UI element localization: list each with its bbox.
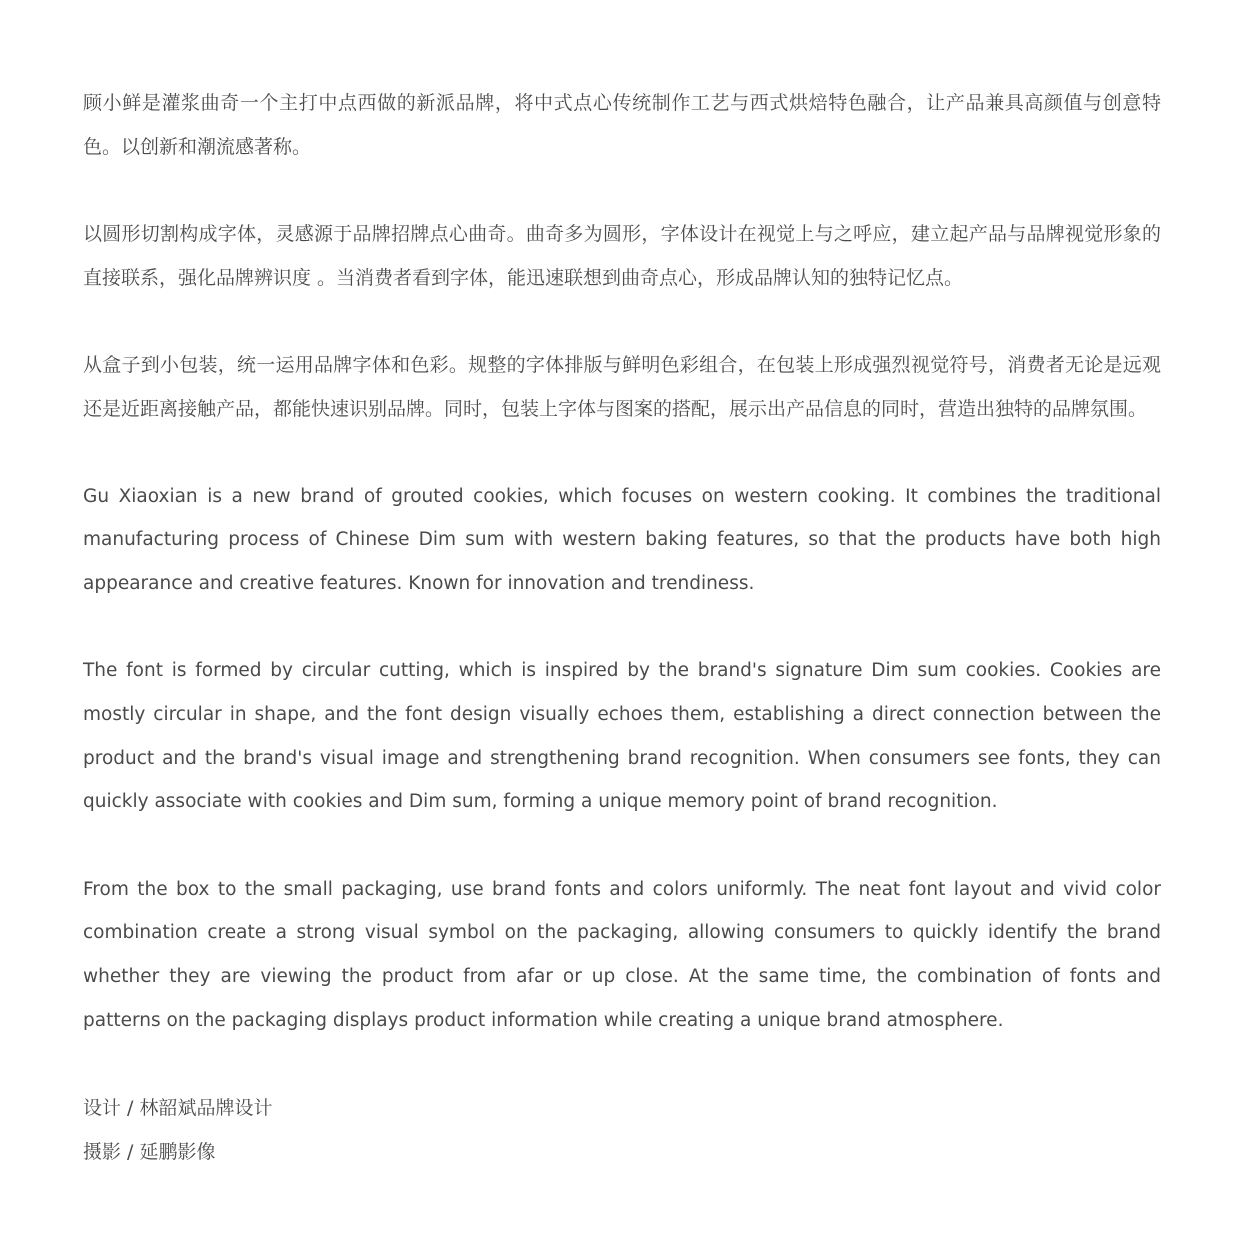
credit-photo-label: 摄影 <box>83 1140 122 1163</box>
credit-photo-value: 延鹏影像 <box>139 1140 216 1163</box>
article-body <box>83 82 1161 1174</box>
credit-design-label: 设计 <box>83 1096 122 1119</box>
paragraph-en-font: The font is formed by circular cutting, which is inspired by the brand's signature Dim sum cookies. Cookies are mostly circular in shape, and the font design visually echoes them, establishing a direct connection between the product and the brand's visual image and strengthening brand recognition. When consumers see fonts, they can quickly associate with cookies and Dim sum, forming a unique memory point of brand recognition. <box>83 660 1161 813</box>
credit-separator: / <box>121 1096 140 1119</box>
credits <box>83 1086 1161 1174</box>
paragraph-cn-packaging: 从盒子到小包装，统一运用品牌字体和色彩。规整的字体排版与鲜明色彩组合，在包装上形成强烈视觉符号，消费者无论是远观还是近距离接触产品，都能快速识别品牌。同时，包装上字体与图案的搭配，展示出产品信息的同时，营造出独特的品牌氛围。 <box>83 354 1161 420</box>
paragraph-en-intro: Gu Xiaoxian is a new brand of grouted cookies, which focuses on western cooking. It combines the traditional manufacturing process of Chinese Dim sum with western baking features, so that the products have both high appearance and creative features. Known for innovation and trendiness. <box>83 485 1161 594</box>
paragraph-cn-font: 以圆形切割构成字体，灵感源于品牌招牌点心曲奇。曲奇多为圆形，字体设计在视觉上与之呼应，建立起产品与品牌视觉形象的直接联系，强化品牌辨识度 。当消费者看到字体，能迅速联想到曲奇点心，形成品牌认知的独特记忆点。 <box>83 223 1161 289</box>
credit-design <box>83 1086 1161 1130</box>
credit-photo <box>83 1130 1161 1174</box>
paragraph-en-packaging: From the box to the small packaging, use brand fonts and colors uniformly. The neat font layout and vivid color combination create a strong visual symbol on the packaging, allowing consumers to quickly identify the brand whether they are viewing the product from afar or up close. At the same time, the combination of fonts and patterns on the packaging displays product information while creating a unique brand atmosphere. <box>83 878 1161 1031</box>
credit-separator: / <box>121 1140 140 1163</box>
credit-design-value: 林韶斌品牌设计 <box>139 1096 273 1119</box>
paragraph-cn-intro: 顾小鲜是灌浆曲奇一个主打中点西做的新派品牌，将中式点心传统制作工艺与西式烘焙特色融合，让产品兼具高颜值与创意特色。以创新和潮流感著称。 <box>83 92 1161 158</box>
